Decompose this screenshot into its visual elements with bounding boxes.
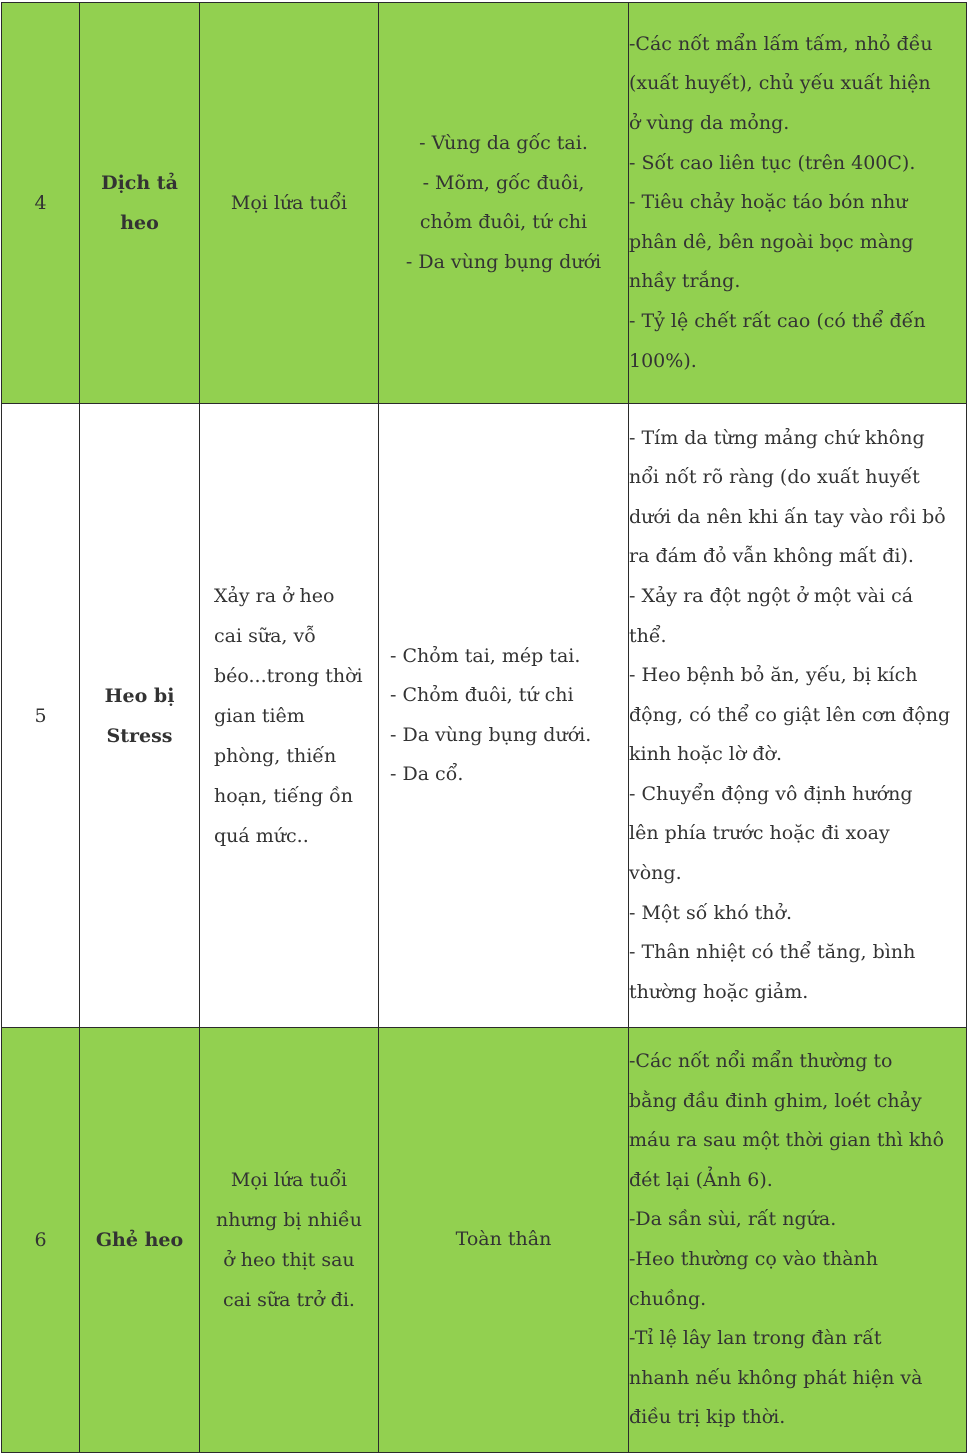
table-row xyxy=(2,3,967,404)
symptom-line: - Tiêu chảy hoặc táo bón như xyxy=(629,191,908,214)
symptom-line: - Tỷ lệ chết rất cao (có thể đến xyxy=(629,309,926,332)
affected-site-line: - Da vùng bụng dưới xyxy=(405,250,602,273)
symptom-line: -Heo thường cọ vào thành xyxy=(629,1248,879,1270)
affected-site-line: - Chỏm đuôi, tứ chi xyxy=(390,684,574,706)
row-number-cell xyxy=(2,404,80,1028)
disease-name-cell xyxy=(80,3,200,404)
symptom-line: - Tím da từng mảng chứ không xyxy=(629,426,925,449)
symptom-line: - Một số khó thở. xyxy=(629,901,793,924)
symptoms-cell xyxy=(629,3,967,404)
symptom-line: ra đám đỏ vẫn không mất đi). xyxy=(629,545,914,568)
row-number-cell xyxy=(2,3,80,404)
affected-site-line: - Da vùng bụng dưới. xyxy=(390,723,592,746)
affected-site-cell xyxy=(379,1028,629,1453)
disease-name-line: Dịch tả xyxy=(101,172,178,194)
symptoms-cell xyxy=(629,404,967,1028)
affected-site-line: - Mõm, gốc đuôi, xyxy=(422,171,585,194)
symptom-line: (xuất huyết), chủ yếu xuất hiện xyxy=(629,72,931,95)
disease-name-line: heo xyxy=(120,212,159,234)
age-line: Xảy ra ở heo xyxy=(214,584,335,607)
symptom-line: thường hoặc giảm. xyxy=(629,980,809,1003)
row-number: 5 xyxy=(34,704,47,727)
symptom-line: -Da sần sùi, rất ngứa. xyxy=(629,1208,837,1231)
affected-site-cell xyxy=(379,404,629,1028)
disease-name-line: Stress xyxy=(106,724,173,747)
age-line: gian tiêm xyxy=(214,704,305,727)
symptom-line: -Tỉ lệ lây lan trong đàn rất xyxy=(629,1327,882,1350)
symptom-line: 100%). xyxy=(629,349,697,372)
symptom-line: dưới da nên khi ấn tay vào rồi bỏ xyxy=(629,505,946,528)
age-line: hoạn, tiếng ồn xyxy=(214,784,354,807)
symptom-line: thể. xyxy=(629,624,667,647)
symptom-line: phân dê, bên ngoài bọc màng xyxy=(629,230,914,253)
symptom-line: nổi nốt rõ ràng (do xuất huyết xyxy=(629,466,920,489)
age-line: Mọi lứa tuổi xyxy=(230,1169,348,1191)
row-number-cell xyxy=(2,1028,80,1453)
symptom-line: -Các nốt mẩn lấm tấm, nhỏ đều xyxy=(629,32,933,55)
disease-table xyxy=(1,2,967,1453)
age-line: phòng, thiến xyxy=(214,744,337,767)
row-number: 6 xyxy=(34,1229,47,1251)
symptom-line: máu ra sau một thời gian thì khô xyxy=(629,1129,945,1152)
affected-site-line: - Chỏm tai, mép tai. xyxy=(390,644,581,667)
table-row xyxy=(2,1028,967,1453)
age-line: cai sữa, vỗ xyxy=(214,624,316,647)
disease-name-cell xyxy=(80,1028,200,1453)
age-line: béo...trong thời xyxy=(214,664,363,687)
age-line: nhưng bị nhiều xyxy=(216,1209,362,1231)
age-cell xyxy=(200,404,379,1028)
symptom-line: - Thân nhiệt có thể tăng, bình xyxy=(629,941,916,964)
age-cell xyxy=(200,1028,379,1453)
disease-name-cell xyxy=(80,404,200,1028)
symptom-line: -Các nốt nổi mẩn thường to xyxy=(629,1050,893,1073)
symptom-line: bằng đầu đinh ghim, loét chảy xyxy=(629,1089,922,1112)
symptom-line: - Xảy ra đột ngột ở một vài cá xyxy=(629,584,914,607)
symptom-line: - Chuyển động vô định hướng xyxy=(629,782,913,805)
symptom-line: vòng. xyxy=(629,862,682,885)
symptom-line: chuồng. xyxy=(629,1287,707,1310)
symptom-line: ở vùng da mỏng. xyxy=(629,112,790,135)
affected-site-line: chỏm đuôi, tứ chi xyxy=(419,211,588,233)
affected-site-line: - Vùng da gốc tai. xyxy=(419,132,588,154)
symptom-line: nhầy trắng. xyxy=(629,270,741,293)
symptom-line: - Sốt cao liên tục (trên 400C). xyxy=(629,151,916,174)
symptom-line: điều trị kịp thời. xyxy=(629,1406,786,1429)
symptom-line: lên phía trước hoặc đi xoay xyxy=(629,822,890,845)
symptoms-cell xyxy=(629,1028,967,1453)
symptom-line: đét lại (Ảnh 6). xyxy=(629,1168,773,1191)
age-line: ở heo thịt sau xyxy=(223,1249,355,1271)
symptom-line: động, có thể co giật lên cơn động xyxy=(629,703,951,726)
age-line: quá mức.. xyxy=(214,824,309,847)
affected-site-line: Toàn thân xyxy=(455,1228,552,1251)
affected-site-cell xyxy=(379,3,629,404)
symptom-line: kinh hoặc lờ đờ. xyxy=(629,743,782,766)
symptom-line: - Heo bệnh bỏ ăn, yếu, bị kích xyxy=(629,664,918,687)
row-number: 4 xyxy=(34,192,47,214)
disease-name-line: Heo bị xyxy=(104,684,175,707)
table-row xyxy=(2,404,967,1028)
age-line: Mọi lứa tuổi xyxy=(230,192,348,214)
age-cell xyxy=(200,3,379,404)
age-line: cai sữa trở đi. xyxy=(223,1289,355,1311)
affected-site-line: - Da cổ. xyxy=(390,763,464,785)
symptom-line: nhanh nếu không phát hiện và xyxy=(629,1366,923,1389)
disease-name-line: Ghẻ heo xyxy=(95,1229,184,1251)
